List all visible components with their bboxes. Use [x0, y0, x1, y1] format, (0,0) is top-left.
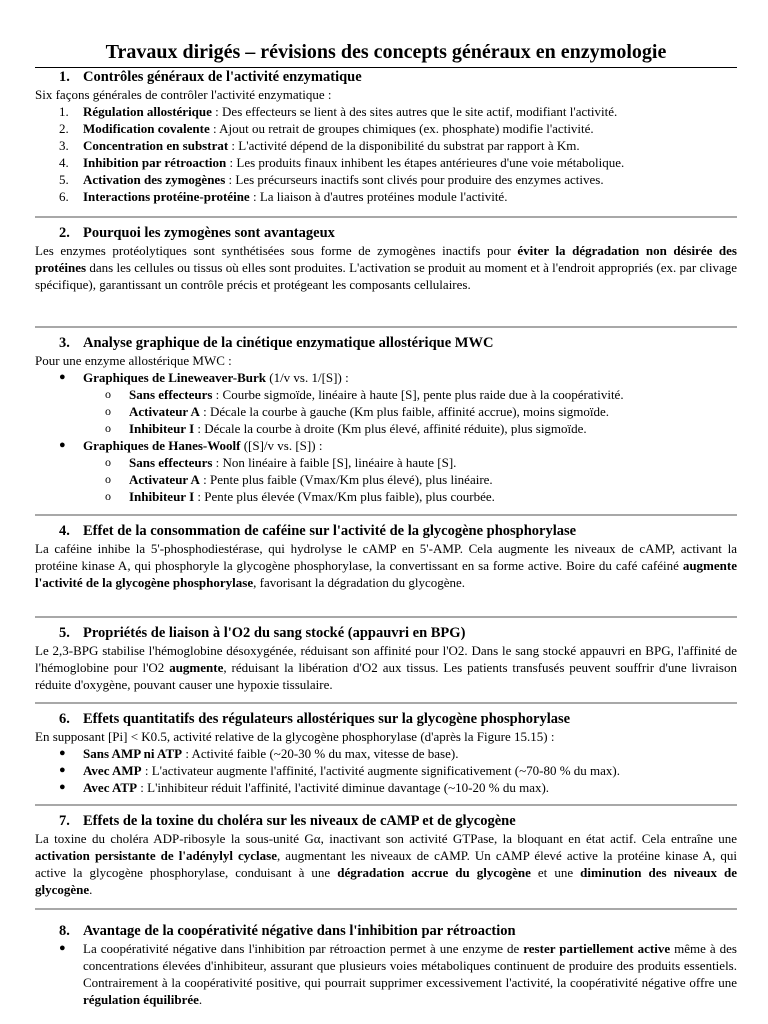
list-item: 4. Inhibition par rétroaction : Les produits finaux inhibent les étapes antérieures d'une voie métabolique. [59, 155, 625, 170]
bullet-icon: ● [59, 371, 66, 383]
section-5 [35, 618, 737, 704]
bullet-icon: ● [59, 439, 66, 451]
section-8-title: 8. Avantage de la coopérativité négative dans l'inhibition par rétroaction [59, 923, 516, 939]
section-6-intro: En supposant [Pi] < K0.5, activité relative de la glycogène phosphorylase (d'après la Figure 15.15) : [35, 729, 555, 744]
hanes-woolf-sublist [83, 454, 737, 505]
section-7-title: 7. Effets de la toxine du choléra sur les niveaux de cAMP et de glycogène [59, 813, 516, 829]
list-item: ● La coopérativité négative dans l'inhibition par rétroaction permet à une enzyme de rester partiellement active même à des concentrations élevées d'inhibiteur, assurant que plusieurs voies métaboliques continuent de produire des produits essentiels. Contrairement à la coopérativité positive, qui pourrait supprimer excessivement l'activité, la coopérativité négative offre une régulation équilibrée. [59, 941, 737, 1007]
list-item: 6. Interactions protéine-protéine : La liaison à d'autres protéines module l'activité. [59, 189, 508, 204]
section-4-title: 4. Effet de la consommation de caféine sur l'activité de la glycogène phosphorylase [59, 523, 577, 539]
section-7 [35, 806, 737, 910]
section-4 [35, 516, 737, 618]
bullet-icon: ● [59, 747, 66, 759]
list-item: o Inhibiteur I : Décale la courbe à droite (Km plus élevé, affinité réduite), plus sigmoïde. [105, 421, 587, 436]
list-item: o Activateur A : Décale la courbe à gauche (Km plus faible, affinité accrue), moins sigmoïde. [105, 404, 609, 419]
section-3-title: 3. Analyse graphique de la cinétique enzymatique allostérique MWC [59, 335, 494, 351]
list-item-lineweaver-burk: ● Graphiques de Lineweaver-Burk (1/v vs. 1/[S]) : o Sans effecteurs : Courbe sigmoïde, linéaire à haute [S], pente plus raide due à la coopérativité. o Activateur A : Décale la courbe à gauche (Km plus faible, affinité accrue), moins sigmoïde. o Inhibiteur I : Décale la courbe à droite (Km plus élevé, affinité réduite), plus sigmoïde. [59, 369, 737, 437]
list-item: o Sans effecteurs : Non linéaire à faible [S], linéaire à haute [S]. [105, 455, 457, 470]
section-8-list [35, 940, 737, 1008]
list-item: ● Avec AMP : L'activateur augmente l'affinité, l'activité augmente significativement (~70-80 % du max). [59, 763, 621, 778]
circle-bullet-icon: o [105, 387, 111, 401]
lineweaver-burk-sublist [83, 386, 737, 437]
list-item: o Activateur A : Pente plus faible (Vmax/Km plus élevé), plus linéaire. [105, 472, 493, 487]
list-item-hanes-woolf: ● Graphiques de Hanes-Woolf ([S]/v vs. [S]) : o Sans effecteurs : Non linéaire à faible [S], linéaire à haute [S]. o Activateur A : Pente plus faible (Vmax/Km plus élevé), plus linéaire. o Inhibiteur I : Pente plus élevée (Vmax/Km plus faible), plus courbée. [59, 437, 737, 505]
list-item: o Inhibiteur I : Pente plus élevée (Vmax/Km plus faible), plus courbée. [105, 489, 495, 504]
section-7-body: La toxine du choléra ADP-ribosyle la sous-unité Gα, inactivant son activité GTPase, la bloquant en état actif. Cela entraîne une activation persistante de l'adénylyl cyclase, augmentant les niveaux de cAMP. Un cAMP élevé active la protéine kinase A, qui active la glycogène phosphorylase, conduisant à une dégradation accrue du glycogène et une diminution des niveaux de glycogène. [35, 831, 738, 897]
page-title: Travaux dirigés – révisions des concepts généraux en enzymologie [35, 38, 737, 68]
section-3 [35, 328, 737, 516]
list-item: 5. Activation des zymogènes : Les précurseurs inactifs sont clivés pour produire des enzymes actives. [59, 172, 604, 187]
list-item: 2. Modification covalente : Ajout ou retrait de groupes chimiques (ex. phosphate) modifie l'activité. [59, 121, 594, 136]
section-6 [35, 704, 737, 806]
section-2-title: 2. Pourquoi les zymogènes sont avantageux [59, 225, 335, 241]
bullet-icon: ● [59, 764, 66, 776]
section-1 [35, 68, 737, 218]
list-item: ● Avec ATP : L'inhibiteur réduit l'affinité, l'activité diminue davantage (~10-20 % du max). [59, 780, 550, 795]
list-item: 1. Régulation allostérique : Des effecteurs se lient à des sites autres que le site actif, modifiant l'activité. [59, 104, 618, 119]
section-1-intro: Six façons générales de contrôler l'activité enzymatique : [35, 87, 332, 102]
list-item: o Sans effecteurs : Courbe sigmoïde, linéaire à haute [S], pente plus raide due à la coopérativité. [105, 387, 624, 402]
section-4-body: La caféine inhibe la 5'-phosphodiestérase, qui hydrolyse le cAMP en 5'-AMP. Cela augmente les niveaux de cAMP, activant la protéine kinase A, qui phosphoryle la glycogène phosphorylase, la convertissant en sa forme active. Boire du café caféiné augmente l'activité de la glycogène phosphorylase, favorisant la dégradation du glycogène. [35, 541, 737, 590]
section-2 [35, 218, 737, 328]
circle-bullet-icon: o [105, 421, 111, 435]
section-3-intro: Pour une enzyme allostérique MWC : [35, 353, 232, 368]
section-5-body: Le 2,3-BPG stabilise l'hémoglobine désoxygénée, réduisant son affinité pour l'O2. Dans le sang stocké appauvri en BPG, l'affinité de l'hémoglobine pour l'O2 augmente, réduisant la libération d'O2 aux tissus. Les patients transfusés peuvent souffrir d'une livraison réduite d'oxygène, pouvant causer une hypoxie tissulaire. [35, 643, 737, 692]
plot-list [35, 369, 737, 505]
section-8 [35, 910, 737, 1008]
bullet-icon: ● [59, 942, 66, 954]
circle-bullet-icon: o [105, 455, 111, 469]
circle-bullet-icon: o [105, 404, 111, 418]
circle-bullet-icon: o [105, 489, 111, 503]
bullet-icon: ● [59, 781, 66, 793]
control-list [35, 103, 737, 205]
section-6-title: 6. Effets quantitatifs des régulateurs allostériques sur la glycogène phosphorylase [59, 711, 571, 727]
section-1-title: 1. Contrôles généraux de l'activité enzymatique [59, 69, 362, 85]
section-5-title: 5. Propriétés de liaison à l'O2 du sang stocké (appauvri en BPG) [59, 625, 466, 641]
list-item: ● Sans AMP ni ATP : Activité faible (~20-30 % du max, vitesse de base). [59, 746, 459, 761]
list-item: 3. Concentration en substrat : L'activité dépend de la disponibilité du substrat par rapport à Km. [59, 138, 580, 153]
regulator-list [35, 745, 737, 796]
section-2-body: Les enzymes protéolytiques sont synthétisées sous forme de zymogènes inactifs pour éviter la dégradation non désirée des protéines dans les cellules ou tissus où elles sont produites. L'activation se produit au moment et à l'endroit appropriés (ex. par clivage spécifique), garantissant un contrôle précis et protégeant les composants cellulaires. [35, 243, 737, 292]
circle-bullet-icon: o [105, 472, 111, 486]
